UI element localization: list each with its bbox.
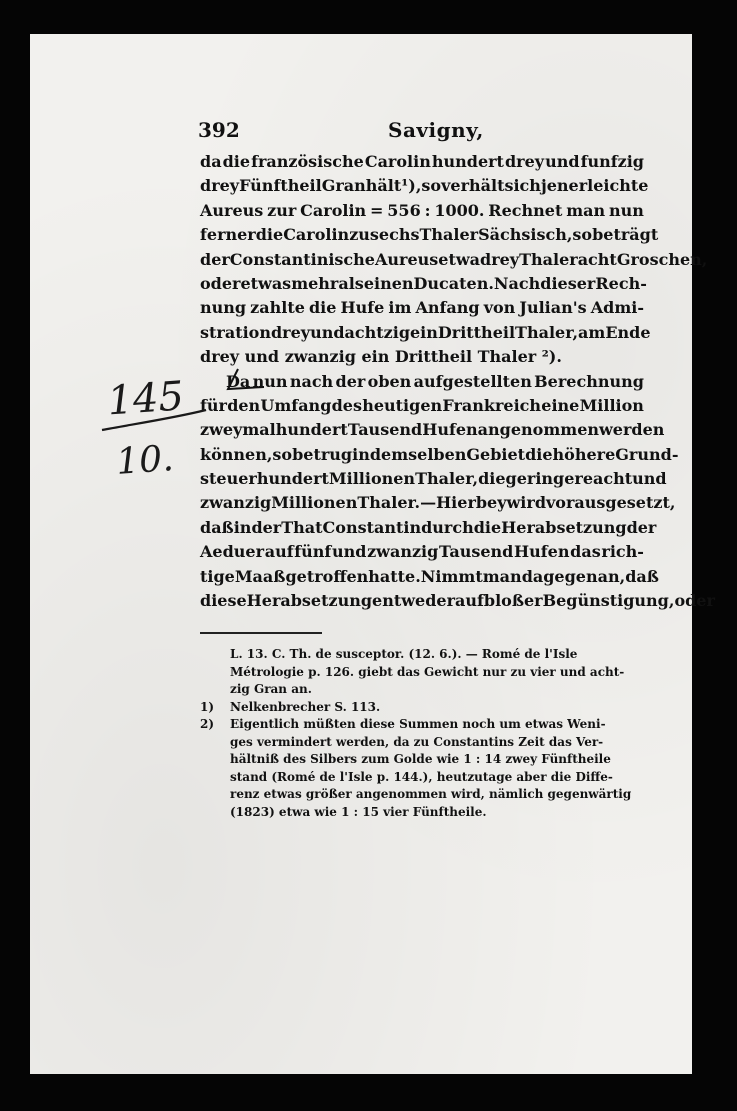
footnote-unnumbered-line: Métrologie p. 126. giebt das Gewicht nur zu vier und acht- (230, 664, 625, 679)
body-line: stration drey und achtzig ein Drittheil Thaler, am Ende (200, 322, 651, 342)
footnote-rule (200, 632, 322, 634)
body-line: können, so betrug in demselben Gebiet die höhere Grund- (200, 444, 679, 464)
footnote-text: Nelkenbrecher S. 113. (230, 699, 381, 714)
page-number: 392 (198, 118, 240, 142)
body-line: steuer hundert Millionen Thaler, die geringere acht und (200, 469, 667, 489)
body-line: da die französische Carolin hundert drey und funfzig (200, 152, 644, 171)
body-line: für den Umfang des heutigen Frankreich eine Million (200, 395, 644, 415)
body-line: der Constantinische Aureus etwa drey Thaler acht Groschen, (200, 249, 708, 269)
body-line: ferner die Carolin zu sechs Thaler Sächsisch, so beträgt (200, 225, 659, 245)
body-line: oder etwas mehr als einen Ducaten. Nach dieser Rech- (200, 273, 647, 293)
body-line: drey Fünftheil Gran hält ¹), so verhält sich jener leichte (200, 176, 649, 196)
handwritten-bracket-mark (224, 367, 284, 391)
body-line: diese Herabsetzung entweder auf bloßer Begünstigung, oder (200, 591, 715, 611)
body-line: Aeduer auf fünf und zwanzig Tausend Hufen das rich- (200, 542, 644, 562)
annotation-numerator: 145 (105, 373, 186, 425)
footnote-text: ges vermindert werden, da zu Constantins Zeit das Ver- (230, 734, 604, 749)
body-line: drey und zwanzig ein Drittheil Thaler ²). (200, 347, 562, 367)
annotation-denominator: 10. (114, 437, 175, 483)
body-line: tige Maaß getroffen hatte. Nimmt man dagegen an, daß (200, 566, 659, 586)
footnote-text: hältniß des Silbers zum Golde wie 1 : 14 zwey Fünftheile (230, 752, 611, 766)
book-page (30, 34, 715, 1074)
footnote-unnumbered-line: L. 13. C. Th. de susceptor. (12. 6.). — Romé de l'Isle (230, 647, 578, 661)
handwritten-annotation (94, 366, 214, 486)
footnote-unnumbered-line: zig Gran an. (230, 682, 312, 696)
running-head: Savigny, (388, 118, 484, 142)
footnote-text: stand (Romé de l'Isle p. 144.), heutzutage aber die Diffe- (230, 769, 613, 784)
body-line: nung zahlte die Hufe im Anfang von Julian's Admi- (200, 298, 644, 318)
footnote-marker: 2) (200, 717, 215, 731)
body-line: Da nun nach der oben aufgestellten Berechnung (226, 371, 644, 391)
footnote-1 (200, 699, 648, 717)
footnote-text: renz etwas größer angenommen wird, nämlich gegenwärtig (230, 787, 632, 801)
footnotes (200, 646, 648, 821)
body-line: daß in der That Constantin durch die Herabsetzung der (200, 517, 657, 537)
body-line: zwanzig Millionen Thaler. — Hierbey wird vorausgesetzt, (200, 493, 676, 513)
body-line: zwey mal hundert Tausend Hufen angenommen werden (200, 420, 665, 440)
footnote-2 (200, 716, 648, 734)
footnote-text: (1823) etwa wie 1 : 15 vier Fünftheile. (230, 804, 487, 819)
footnote-marker: 1) (200, 699, 215, 714)
body-line: Aureus zur Carolin = 556 : 1000. Rechnet man nun (200, 200, 644, 220)
footnote-text: Eigentlich müßten diese Summen noch um etwas Weni- (230, 717, 606, 731)
page-header (198, 118, 638, 148)
